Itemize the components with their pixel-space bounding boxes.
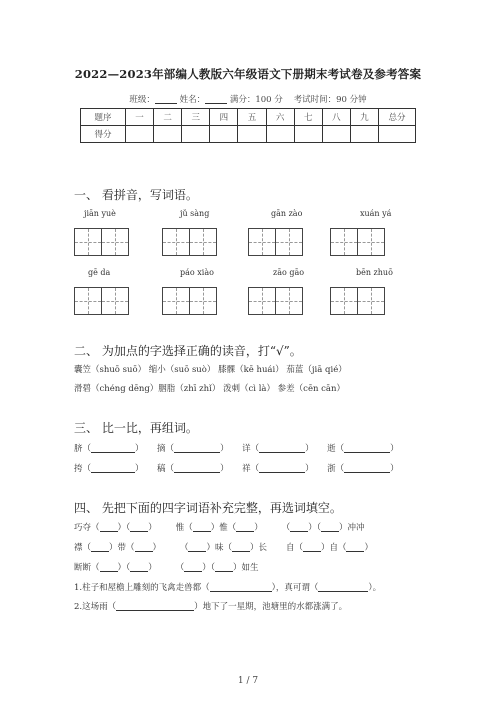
answer-blank[interactable] <box>236 522 254 532</box>
answer-blank[interactable] <box>346 542 364 552</box>
idiom-row <box>74 541 373 553</box>
class-label: 班级： <box>129 95 155 105</box>
answer-blank[interactable] <box>174 463 220 473</box>
writing-cell[interactable] <box>330 228 358 256</box>
writing-grid[interactable] <box>248 228 302 256</box>
score-table-cell: 题序 <box>81 109 126 126</box>
score-table-cell: 七 <box>294 109 322 126</box>
writing-grid[interactable] <box>162 228 216 256</box>
score-table-score-row <box>81 126 416 143</box>
question-text: 2.这场雨（ <box>74 602 117 612</box>
score-table-cell: 九 <box>350 109 378 126</box>
score-input-cell[interactable] <box>126 126 154 143</box>
pinyin-label: bēn zhuō <box>356 268 393 277</box>
answer-blank[interactable] <box>215 562 233 572</box>
pronunciation-line: 囊笠（shuō suō） 缩小（suō suò） 膝髁（kē huái） 茄蓝（jiā qié） <box>74 365 347 375</box>
char-prompt: 稿（ <box>157 464 175 474</box>
score-input-cell[interactable] <box>294 126 322 143</box>
writing-cell[interactable] <box>357 228 385 256</box>
answer-blank[interactable] <box>344 463 390 473</box>
answer-blank[interactable] <box>130 562 148 572</box>
answer-blank[interactable] <box>193 522 211 532</box>
score-input-cell[interactable] <box>182 126 210 143</box>
writing-cell[interactable] <box>275 287 303 315</box>
writing-cell[interactable] <box>248 287 276 315</box>
idiom-text: 自（ <box>285 543 303 553</box>
idiom-text: ） <box>148 563 157 573</box>
char-prompt: 祥（ <box>242 464 260 474</box>
pinyin-label: páo xiào <box>180 268 214 277</box>
answer-blank[interactable] <box>259 463 305 473</box>
score-table-cell: 四 <box>210 109 238 126</box>
paren-close: ） <box>305 464 314 474</box>
idiom-text: （ <box>281 523 291 533</box>
paren-close: ） <box>390 444 399 454</box>
writing-grid[interactable] <box>330 228 384 256</box>
writing-grid[interactable] <box>330 287 384 315</box>
char-prompt: 逝（ <box>327 444 345 454</box>
exam-time: 考试时间：90 分钟 <box>293 95 367 105</box>
answer-blank[interactable] <box>188 542 206 552</box>
paren-close: ） <box>135 444 144 454</box>
score-input-cell[interactable] <box>238 126 266 143</box>
answer-blank[interactable] <box>100 522 118 532</box>
score-table-cell: 总分 <box>379 109 416 126</box>
page-number: 1 / 7 <box>237 676 259 686</box>
answer-blank[interactable] <box>318 582 368 592</box>
score-table-header-row <box>81 109 416 126</box>
pinyin-label: zāo gāo <box>273 268 305 277</box>
pinyin-label: gān zào <box>271 209 303 218</box>
writing-grid[interactable] <box>248 287 302 315</box>
answer-blank[interactable] <box>259 443 305 453</box>
idiom-text: 巧夺（ <box>74 523 100 533</box>
idiom-text: 惟（ <box>175 523 193 533</box>
section3-heading: 三、 比一比，再组词。 <box>74 421 198 435</box>
score-input-cell[interactable] <box>154 126 182 143</box>
char-prompt: 挎（ <box>74 464 92 474</box>
writing-cell[interactable] <box>189 228 217 256</box>
writing-grid[interactable] <box>74 287 128 315</box>
score-input-cell[interactable] <box>322 126 350 143</box>
answer-blank[interactable] <box>116 601 194 611</box>
pinyin-label: xuán yá <box>360 209 392 218</box>
pronunciation-line: 滑碧（chéng dēng）胭脂（zhī zhǐ） 泼刺（cì là） 参差（cēn cān） <box>74 384 345 394</box>
writing-cell[interactable] <box>189 287 217 315</box>
idiom-text: ）带（ <box>109 543 135 553</box>
idiom-row <box>74 521 364 533</box>
writing-cell[interactable] <box>162 228 190 256</box>
idiom-text: ）如生 <box>233 563 259 573</box>
idiom-text: ）长 <box>250 543 268 553</box>
paren-close: ） <box>220 464 229 474</box>
idiom-text: ）（ <box>308 523 321 533</box>
writing-grid[interactable] <box>74 228 128 256</box>
section2-heading: 二、 为加点的字选择正确的读音，打“√”。 <box>74 344 302 358</box>
question-text: ）。 <box>368 583 382 593</box>
char-prompt: 详（ <box>242 444 260 454</box>
writing-cell[interactable] <box>248 228 276 256</box>
score-input-cell[interactable] <box>210 126 238 143</box>
score-table-cell: 一 <box>126 109 154 126</box>
answer-blank[interactable] <box>303 542 321 552</box>
answer-blank[interactable] <box>232 542 250 552</box>
idiom-text: 断断（ <box>74 563 100 573</box>
idiom-text: ） <box>364 543 373 553</box>
fill-question-2 <box>74 600 347 612</box>
answer-blank[interactable] <box>184 562 202 572</box>
score-table-cell: 六 <box>266 109 294 126</box>
idiom-text: （ <box>179 543 189 553</box>
name-blank <box>205 94 227 104</box>
answer-blank[interactable] <box>91 463 135 473</box>
idiom-text: ）味（ <box>206 543 232 553</box>
answer-blank[interactable] <box>174 443 220 453</box>
idiom-row <box>74 561 259 573</box>
idiom-text: ）自（ <box>320 543 347 553</box>
writing-cell[interactable] <box>101 287 129 315</box>
pinyin-label: jiān yuè <box>84 209 116 218</box>
fill-question-1 <box>74 581 381 593</box>
writing-cell[interactable] <box>74 287 102 315</box>
idiom-text: ） <box>254 523 263 533</box>
score-table-cell: 得分 <box>81 126 126 143</box>
paren-close: ） <box>220 444 229 454</box>
writing-cell[interactable] <box>74 228 102 256</box>
writing-cell[interactable] <box>330 287 358 315</box>
paren-close: ） <box>305 444 314 454</box>
score-input-cell[interactable] <box>266 126 294 143</box>
idiom-text: ） <box>152 543 162 553</box>
answer-blank[interactable] <box>130 522 148 532</box>
idiom-text: ）惟（ <box>210 523 237 533</box>
idiom-text: ）（ <box>117 563 131 573</box>
score-table-cell: 二 <box>154 109 182 126</box>
score-input-cell[interactable] <box>350 126 378 143</box>
paren-close: ） <box>135 464 144 474</box>
answer-blank[interactable] <box>290 522 308 532</box>
answer-blank[interactable] <box>91 542 109 552</box>
idiom-text: ） <box>148 523 157 533</box>
score-input-cell[interactable] <box>379 126 416 143</box>
name-label: 姓名： <box>179 95 206 105</box>
document-title: 2022—2023年部编人教版六年级语文下册期末考试卷及参考答案 <box>74 67 422 81</box>
score-table-cell: 八 <box>322 109 350 126</box>
writing-cell[interactable] <box>275 228 303 256</box>
score-table <box>80 108 416 143</box>
pinyin-label: gē da <box>88 268 111 277</box>
question-text: 1.柱子和屋檐上雕刻的飞禽走兽都（ <box>74 583 210 593</box>
score-table-cell: 五 <box>238 109 266 126</box>
full-score: 满分：100 分 <box>229 95 283 105</box>
idiom-text: （ <box>175 563 185 573</box>
idiom-text: ）冲冲 <box>338 523 365 533</box>
idiom-text: ）（ <box>202 563 215 573</box>
answer-blank[interactable] <box>210 582 272 592</box>
answer-blank[interactable] <box>91 443 135 453</box>
answer-blank[interactable] <box>135 542 153 552</box>
answer-blank[interactable] <box>321 522 339 532</box>
idiom-text: 襟（ <box>74 543 92 553</box>
question-text: ）地下了一星期，池塘里的水都涨满了。 <box>194 602 348 612</box>
question-text: ），真可谓（ <box>271 583 319 593</box>
score-table-cell: 三 <box>182 109 210 126</box>
answer-blank[interactable] <box>344 443 390 453</box>
section1-heading: 一、 看拼音，写词语。 <box>74 188 198 202</box>
class-blank <box>155 94 177 104</box>
writing-cell[interactable] <box>357 287 385 315</box>
paren-close: ） <box>390 464 399 474</box>
section4-heading: 四、 先把下面的四字词语补充完整，再选词填空。 <box>74 501 342 515</box>
writing-cell[interactable] <box>101 228 129 256</box>
compare-row <box>74 462 399 474</box>
char-prompt: 浙（ <box>327 464 345 474</box>
char-prompt: 摘（ <box>157 444 175 454</box>
compare-row <box>74 442 399 454</box>
answer-blank[interactable] <box>100 562 118 572</box>
idiom-text: ）（ <box>117 523 131 533</box>
exam-info-line <box>0 93 496 105</box>
writing-grid[interactable] <box>162 287 216 315</box>
char-prompt: 脐（ <box>74 444 92 454</box>
writing-cell[interactable] <box>162 287 190 315</box>
pinyin-label: jǔ sàng <box>180 209 210 218</box>
